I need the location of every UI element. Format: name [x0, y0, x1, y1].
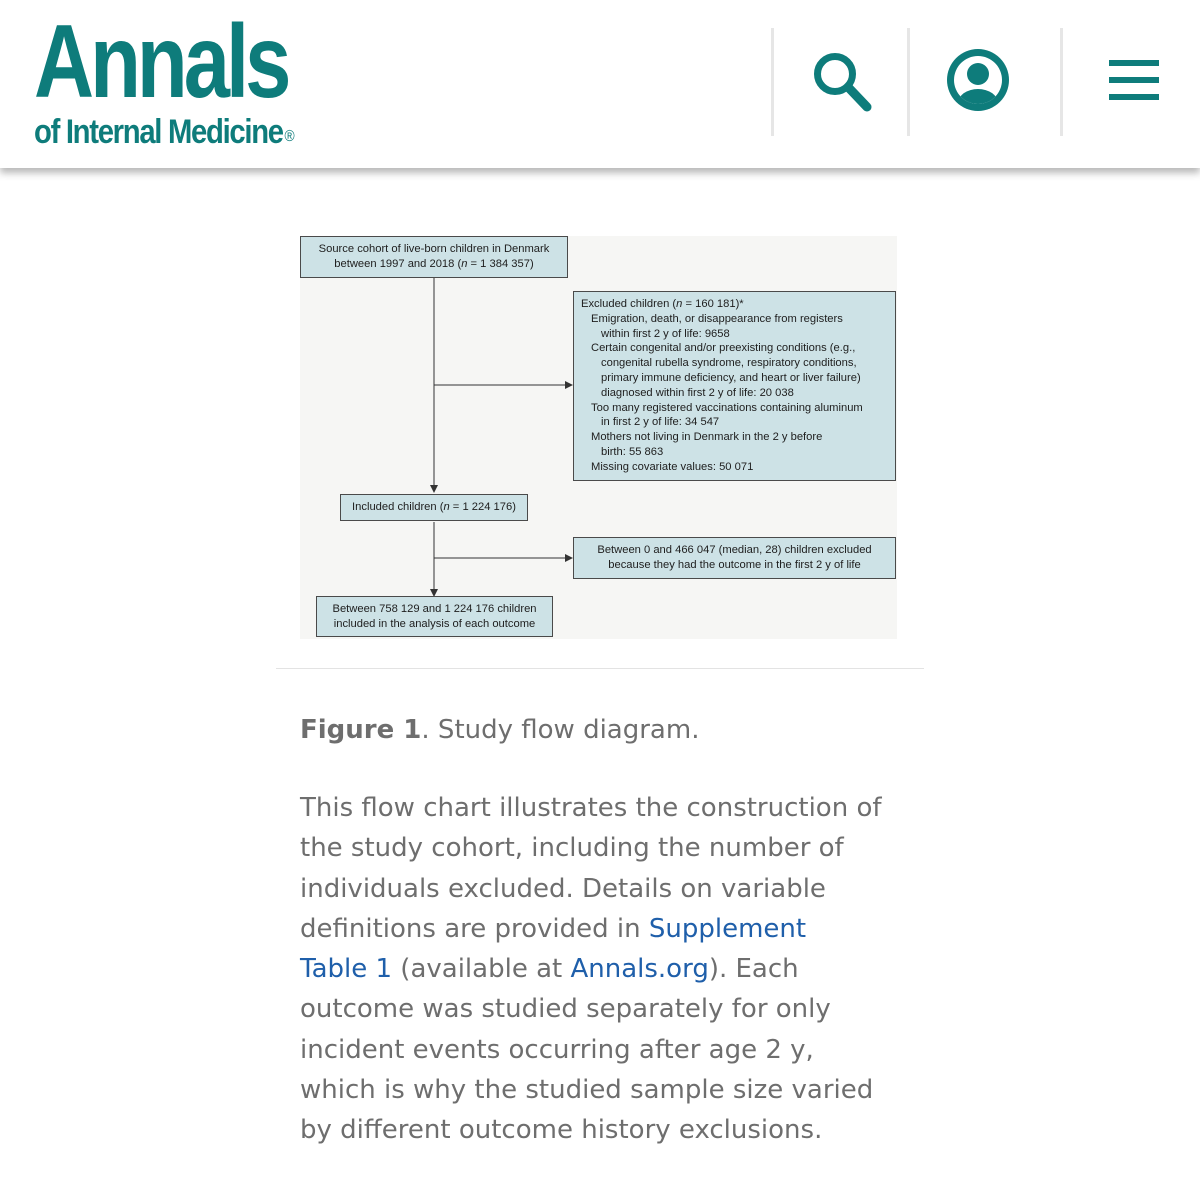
- description-line: outcome was studied separately for only: [300, 994, 831, 1025]
- source-line-2-post: = 1 384 357): [467, 257, 534, 270]
- figure-label: Figure 1: [300, 715, 422, 745]
- outcome-excluded-line-2: because they had the outcome in the first 2 y of life: [608, 558, 861, 571]
- description-line: incident events occurring after age 2 y,: [300, 1034, 814, 1065]
- registered-mark: ®: [284, 128, 295, 145]
- header-divider: [771, 28, 774, 136]
- description-line-5-post: ). Each: [708, 954, 799, 985]
- excluded-n-label: n: [676, 298, 683, 310]
- description-line: This flow chart illustrates the construction of: [300, 793, 882, 823]
- excluded-line: Too many registered vaccinations containing aluminum: [591, 401, 863, 414]
- account-button[interactable]: [938, 40, 1018, 120]
- supplement-table-link-cont[interactable]: Table 1: [300, 954, 393, 985]
- figure-divider: [276, 668, 924, 669]
- excluded-title-post: = 160 181)*: [682, 298, 744, 310]
- description-line: [300, 949, 920, 989]
- analysis-line-2: included in the analysis of each outcome: [333, 617, 536, 630]
- annals-logo[interactable]: [34, 4, 354, 151]
- search-button[interactable]: [800, 40, 880, 120]
- excluded-line: congenital rubella syndrome, respiratory conditions,: [601, 357, 857, 370]
- outcome-excluded-box: [573, 537, 896, 579]
- supplement-table-link[interactable]: Supplement: [648, 913, 807, 944]
- source-n-label: n: [461, 257, 468, 270]
- description-line: individuals excluded. Details on variable: [300, 873, 826, 904]
- included-children-box: [340, 494, 528, 521]
- excluded-line: Mothers not living in Denmark in the 2 y before: [591, 431, 823, 444]
- annals-org-link[interactable]: Annals.org: [570, 954, 709, 985]
- logo-subtitle-text: of Internal Medicine: [34, 113, 283, 151]
- source-cohort-box: [300, 236, 568, 278]
- logo-subtitle: [34, 114, 295, 155]
- outcome-excluded-line-1: Between 0 and 466 047 (median, 28) children excluded: [597, 544, 872, 556]
- excluded-line: Emigration, death, or disappearance from registers: [591, 312, 843, 325]
- description-line: which is why the studied sample size varied: [300, 1075, 874, 1106]
- excluded-title: [581, 297, 895, 312]
- excluded-line: Missing covariate values: 50 071: [591, 460, 754, 473]
- excluded-line: Certain congenital and/or preexisting conditions (e.g.,: [591, 342, 856, 355]
- menu-button[interactable]: [1094, 40, 1174, 120]
- excluded-line: primary immune deficiency, and heart or liver failure): [601, 371, 861, 384]
- description-line-5-mid: (available at: [392, 954, 571, 985]
- figure-description: [300, 788, 920, 1151]
- excluded-line: birth: 55 863: [601, 445, 664, 458]
- menu-icon: [1104, 50, 1164, 110]
- source-line-2: [301, 257, 567, 272]
- search-icon: [805, 45, 875, 115]
- included-post: = 1 224 176): [449, 501, 516, 513]
- source-line-1: Source cohort of live-born children in Denmark: [318, 243, 550, 255]
- excluded-line: in first 2 y of life: 34 547: [601, 416, 720, 429]
- description-line: the study cohort, including the number of: [300, 833, 844, 864]
- excluded-children-box: [573, 291, 896, 481]
- excluded-title-pre: Excluded children (: [581, 298, 677, 310]
- figure-caption: [300, 710, 699, 750]
- excluded-line: within first 2 y of life: 9658: [601, 327, 730, 340]
- description-line: by different outcome history exclusions.: [300, 1115, 823, 1146]
- description-line-4-pre: definitions are provided in: [300, 913, 649, 944]
- analysis-box: [316, 596, 553, 637]
- figure-caption-text: . Study flow diagram.: [421, 715, 700, 745]
- header-divider: [907, 28, 910, 136]
- description-line: [300, 909, 920, 949]
- account-icon: [945, 47, 1011, 113]
- excluded-line: diagnosed within first 2 y of life: 20 038: [601, 386, 794, 399]
- analysis-line-1: Between 758 129 and 1 224 176 children: [332, 603, 537, 615]
- site-header: [0, 0, 1200, 168]
- included-text: [341, 500, 527, 515]
- included-n-label: n: [443, 501, 450, 513]
- included-pre: Included children (: [352, 501, 444, 513]
- study-flow-diagram[interactable]: [300, 236, 897, 639]
- header-divider: [1060, 28, 1063, 136]
- logo-title: Annals: [34, 4, 288, 120]
- source-line-2-pre: between 1997 and 2018 (: [334, 257, 462, 270]
